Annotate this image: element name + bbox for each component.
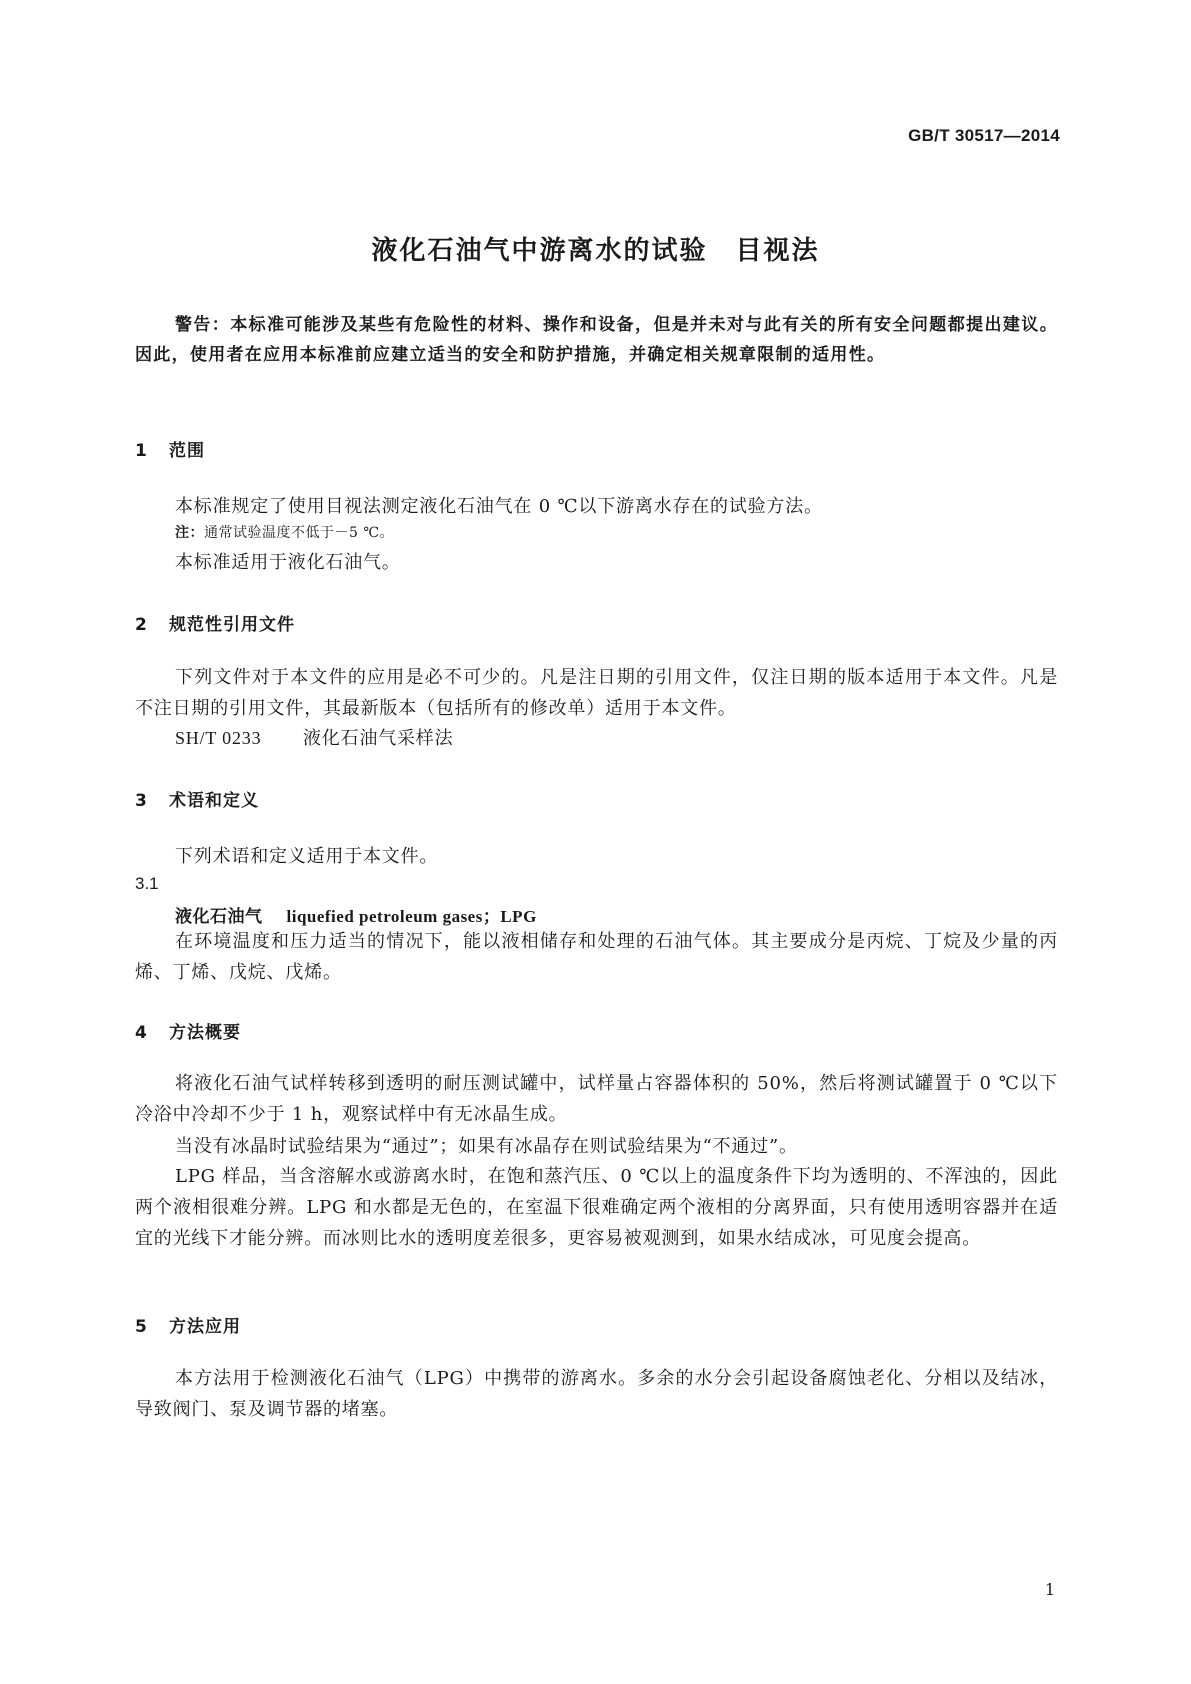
section-title: 方法应用 — [169, 1317, 241, 1337]
section-title: 范围 — [169, 441, 205, 461]
normative-reference-item — [175, 724, 453, 750]
section-number: 3 — [135, 791, 148, 811]
term-entry — [175, 902, 537, 927]
warning-paragraph: 警告：本标准可能涉及某些有危险性的材料、操作和设备，但是并未对与此有关的所有安全问题都提出建议。因此，使用者在应用本标准前应建立适当的安全和防护措施，并确定相关规章限制的适用性。 — [135, 315, 1058, 365]
section-number: 4 — [135, 1023, 148, 1043]
section-1-note — [175, 522, 394, 542]
section-3-heading — [135, 786, 259, 811]
section-number: 1 — [135, 441, 148, 461]
standard-code: GB/T 30517—2014 — [908, 126, 1060, 145]
section-title: 术语和定义 — [169, 791, 259, 811]
section-4-heading — [135, 1018, 241, 1043]
section-4-paragraph-3: LPG 样品，当含溶解水或游离水时，在饱和蒸汽压、0 ℃以上的温度条件下均为透明的、不浑浊的，因此两个液相很难分辨。LPG 和水都是无色的，在室温下很难确定两个液相的分离界面，只有使用透明容器并在适宜的光线下才能分辨。而冰则比水的透明度差很多，更容易被观测到，如果水结成冰，可见度会提高。 — [135, 1166, 1058, 1249]
section-1-paragraph-2: 本标准适用于液化石油气。 — [175, 552, 401, 573]
term-number: 3.1 — [135, 874, 159, 893]
section-1-heading — [135, 436, 205, 461]
section-5-heading — [135, 1312, 241, 1337]
section-title: 规范性引用文件 — [169, 615, 295, 635]
term-chinese: 液化石油气 — [175, 907, 263, 927]
document-title: 液化石油气中游离水的试验 目视法 — [371, 236, 820, 266]
note-label: 注： — [175, 525, 204, 541]
reference-code: SH/T 0233 — [175, 728, 262, 748]
section-4-paragraph-1: 将液化石油气试样转移到透明的耐压测试罐中，试样量占容器体积的 50%，然后将测试罐置于 0 ℃以下冷浴中冷却不少于 1 h，观察试样中有无冰晶生成。 — [135, 1073, 1058, 1125]
reference-title: 液化石油气采样法 — [303, 728, 454, 749]
section-4-paragraph-2: 当没有冰晶时试验结果为“通过”；如果有冰晶存在则试验结果为“不通过”。 — [175, 1136, 798, 1157]
term-english: liquefied petroleum gases；LPG — [286, 907, 537, 926]
section-number: 2 — [135, 615, 148, 635]
section-3-paragraph-1: 下列术语和定义适用于本文件。 — [175, 846, 439, 867]
note-text: 通常试验温度不低于－5 ℃。 — [204, 525, 395, 541]
section-number: 5 — [135, 1317, 148, 1337]
section-title: 方法概要 — [169, 1023, 241, 1043]
section-2-paragraph-1: 下列文件对于本文件的应用是必不可少的。凡是注日期的引用文件，仅注日期的版本适用于本文件。凡是不注日期的引用文件，其最新版本（包括所有的修改单）适用于本文件。 — [135, 667, 1058, 719]
page-number: 1 — [1044, 1580, 1055, 1599]
section-5-paragraph-1: 本方法用于检测液化石油气（LPG）中携带的游离水。多余的水分会引起设备腐蚀老化、分相以及结冰，导致阀门、泵及调节器的堵塞。 — [135, 1368, 1058, 1420]
section-1-paragraph-1: 本标准规定了使用目视法测定液化石油气在 0 ℃以下游离水存在的试验方法。 — [175, 496, 823, 517]
term-definition: 在环境温度和压力适当的情况下，能以液相储存和处理的石油气体。其主要成分是丙烷、丁烷及少量的丙烯、丁烯、戊烷、戊烯。 — [135, 931, 1058, 983]
section-2-heading — [135, 610, 295, 635]
